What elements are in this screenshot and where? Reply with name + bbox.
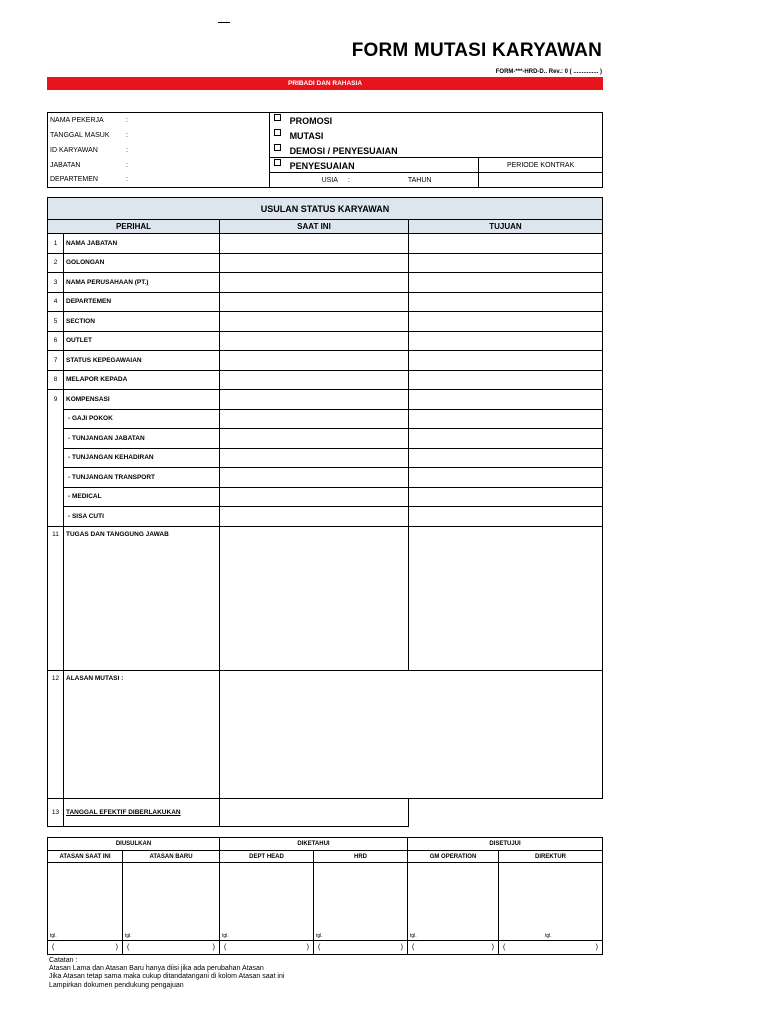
paren-close: ) — [115, 944, 118, 951]
signature-box[interactable] — [123, 863, 220, 941]
paren-close: ) — [400, 944, 403, 951]
saat-ini-cell[interactable] — [220, 370, 409, 390]
option-label: PROMOSI — [289, 116, 333, 127]
group-diketahui: DIKETAHUI — [220, 838, 408, 851]
employee-info-table — [47, 112, 603, 188]
info-row — [48, 173, 603, 188]
saat-ini-cell[interactable] — [220, 409, 409, 429]
name-field[interactable] — [314, 941, 408, 955]
signature-box-row — [48, 863, 603, 941]
row-number: 2 — [48, 253, 64, 273]
saat-ini-cell[interactable] — [220, 448, 409, 468]
option-label: DEMOSI / PENYESUAIAN — [289, 145, 398, 156]
field-label: DEPARTEMEN — [50, 176, 98, 184]
saat-ini-cell[interactable] — [220, 312, 409, 332]
row-number: 1 — [48, 234, 64, 254]
saat-ini-cell[interactable] — [220, 507, 409, 527]
row-label: - TUNJANGAN KEHADIRAN — [64, 448, 220, 468]
departemen-field[interactable] — [48, 173, 270, 188]
table-row — [48, 526, 603, 670]
blank-cell — [479, 128, 603, 143]
tujuan-cell[interactable] — [409, 234, 603, 254]
field-label: NAMA PEKERJA — [50, 116, 104, 124]
table-row — [48, 670, 603, 798]
tujuan-cell[interactable] — [409, 292, 603, 312]
checkbox-icon[interactable] — [274, 114, 281, 121]
note-line: Lampirkan dokumen pendukung pengajuan — [49, 981, 184, 989]
table-row — [48, 390, 603, 410]
decorative-dash — [218, 22, 230, 23]
row-label: - GAJI POKOK — [64, 409, 220, 429]
field-sep: : — [126, 131, 128, 139]
info-row — [48, 113, 603, 128]
saat-ini-cell[interactable] — [220, 253, 409, 273]
row-label: KOMPENSASI — [64, 390, 220, 410]
row-label: - TUNJANGAN TRANSPORT — [64, 468, 220, 488]
row-label: ALASAN MUTASI : — [64, 670, 220, 798]
proposal-title: USULAN STATUS KARYAWAN — [48, 198, 603, 220]
row-label: - MEDICAL — [64, 487, 220, 507]
row-number: 8 — [48, 370, 64, 390]
proposal-title-row — [48, 198, 603, 220]
date-label: tgl. — [125, 933, 132, 939]
paren-close: ) — [491, 944, 494, 951]
tanggal-efektif-cell[interactable] — [220, 798, 409, 826]
tujuan-cell[interactable] — [409, 526, 603, 670]
table-row — [48, 331, 603, 351]
group-disetujui: DISETUJUI — [408, 838, 603, 851]
role-dept-head: DEPT HEAD — [220, 851, 314, 863]
row-label: NAMA JABATAN — [64, 234, 220, 254]
notes — [49, 957, 284, 990]
field-sep: : — [126, 146, 128, 154]
role-gm-operation: GM OPERATION — [408, 851, 499, 863]
row-label: - SISA CUTI — [64, 507, 220, 527]
periode-kontrak-value[interactable] — [479, 173, 603, 188]
col-tujuan: TUJUAN — [409, 220, 603, 234]
paren-open: ( — [52, 944, 55, 951]
confidential-banner: PRIBADI DAN RAHASIA — [47, 77, 603, 90]
table-row — [48, 312, 603, 332]
tujuan-cell[interactable] — [409, 468, 603, 488]
role-atasan-baru: ATASAN BARU — [123, 851, 220, 863]
row-number: 12 — [48, 670, 64, 798]
saat-ini-cell[interactable] — [220, 468, 409, 488]
row-number — [48, 448, 64, 468]
saat-ini-cell[interactable] — [220, 273, 409, 293]
paren-open: ( — [318, 944, 321, 951]
date-label: tgl. — [222, 933, 229, 939]
row-number: 7 — [48, 351, 64, 371]
tujuan-cell[interactable] — [409, 507, 603, 527]
blank-cell — [409, 798, 603, 826]
table-row — [48, 292, 603, 312]
tujuan-cell[interactable] — [409, 312, 603, 332]
tujuan-cell[interactable] — [409, 351, 603, 371]
field-label: ID KARYAWAN — [50, 146, 98, 154]
blank-cell — [479, 113, 603, 128]
signature-box[interactable] — [314, 863, 408, 941]
row-number — [48, 409, 64, 429]
role-atasan-saat-ini: ATASAN SAAT INI — [48, 851, 123, 863]
signature-box[interactable] — [408, 863, 499, 941]
paren-open: ( — [503, 944, 506, 951]
checkbox-icon[interactable] — [274, 159, 281, 166]
field-sep: : — [126, 176, 128, 184]
proposal-header-row — [48, 220, 603, 234]
row-label: STATUS KEPEGAWAIAN — [64, 351, 220, 371]
row-number — [48, 487, 64, 507]
id-karyawan-field[interactable] — [48, 143, 270, 158]
row-number: 5 — [48, 312, 64, 332]
signature-role-row — [48, 851, 603, 863]
signature-box[interactable] — [48, 863, 123, 941]
usia-field[interactable] — [269, 173, 479, 188]
table-row — [48, 409, 603, 429]
row-label: TANGGAL EFEKTIF DIBERLAKUKAN — [64, 798, 220, 826]
table-row — [48, 429, 603, 449]
signature-name-row — [48, 941, 603, 955]
signature-table — [47, 837, 603, 955]
row-label: - TUNJANGAN JABATAN — [64, 429, 220, 449]
row-number: 3 — [48, 273, 64, 293]
name-field[interactable] — [220, 941, 314, 955]
row-number — [48, 468, 64, 488]
date-label: tgl. — [545, 933, 552, 939]
form-code: FORM-***-HRD-D.. Rev.: 0 ( ............... ) — [495, 69, 602, 75]
tujuan-cell[interactable] — [409, 253, 603, 273]
row-number: 9 — [48, 390, 64, 410]
row-label: TUGAS DAN TANGGUNG JAWAB — [64, 526, 220, 670]
date-label: tgl. — [410, 933, 417, 939]
table-row — [48, 448, 603, 468]
paren-close: ) — [595, 944, 598, 951]
info-row — [48, 128, 603, 143]
tahun-label: TAHUN — [407, 176, 432, 184]
col-perihal: PERIHAL — [48, 220, 220, 234]
row-number: 13 — [48, 798, 64, 826]
saat-ini-cell[interactable] — [220, 351, 409, 371]
tujuan-cell[interactable] — [409, 409, 603, 429]
note-line: Atasan Lama dan Atasan Baru hanya diisi jika ada perubahan Atasan — [49, 965, 264, 973]
form-title: FORM MUTASI KARYAWAN — [351, 40, 602, 61]
date-label: tgl. — [50, 933, 57, 939]
saat-ini-cell[interactable] — [220, 487, 409, 507]
row-number — [48, 507, 64, 527]
saat-ini-cell[interactable] — [220, 234, 409, 254]
tanggal-masuk-field[interactable] — [48, 128, 270, 143]
table-row — [48, 253, 603, 273]
field-sep: : — [126, 116, 128, 124]
row-label: NAMA PERUSAHAAN (PT.) — [64, 273, 220, 293]
row-label: GOLONGAN — [64, 253, 220, 273]
info-row — [48, 158, 603, 173]
tujuan-cell[interactable] — [409, 370, 603, 390]
role-direktur: DIREKTUR — [499, 851, 603, 863]
tujuan-cell[interactable] — [409, 331, 603, 351]
signature-group-row — [48, 838, 603, 851]
notes-title: Catatan : — [49, 957, 78, 964]
table-row — [48, 507, 603, 527]
saat-ini-cell[interactable] — [220, 429, 409, 449]
name-field[interactable] — [123, 941, 220, 955]
paren-close: ) — [212, 944, 215, 951]
usia-sep: : — [347, 176, 350, 184]
tujuan-cell[interactable] — [409, 390, 603, 410]
tujuan-cell[interactable] — [409, 429, 603, 449]
row-number: 4 — [48, 292, 64, 312]
checkbox-icon[interactable] — [274, 129, 281, 136]
table-row — [48, 273, 603, 293]
saat-ini-cell[interactable] — [220, 292, 409, 312]
tujuan-cell[interactable] — [409, 448, 603, 468]
row-label: SECTION — [64, 312, 220, 332]
saat-ini-cell[interactable] — [220, 526, 409, 670]
alasan-mutasi-cell[interactable] — [220, 670, 603, 798]
option-label: MUTASI — [289, 131, 324, 141]
note-line: Jika Atasan tetap sama maka cukup ditandatangani di kolom Atasan saat ini — [49, 973, 285, 981]
tujuan-cell[interactable] — [409, 487, 603, 507]
paren-open: ( — [224, 944, 227, 951]
name-field[interactable] — [499, 941, 603, 955]
signature-box[interactable] — [499, 863, 603, 941]
table-row — [48, 370, 603, 390]
option-penyesuaian[interactable] — [269, 158, 479, 173]
tujuan-cell[interactable] — [409, 273, 603, 293]
saat-ini-cell[interactable] — [220, 331, 409, 351]
paren-open: ( — [127, 944, 130, 951]
group-diusulkan: DIUSULKAN — [48, 838, 220, 851]
option-demosi[interactable] — [269, 143, 479, 158]
name-field[interactable] — [408, 941, 499, 955]
usia-label: USIA — [321, 176, 338, 184]
field-label: TANGGAL MASUK — [50, 131, 110, 139]
row-label: OUTLET — [64, 331, 220, 351]
option-promosi[interactable] — [269, 113, 479, 128]
jabatan-field[interactable] — [48, 158, 270, 173]
paren-close: ) — [306, 944, 309, 951]
table-row — [48, 351, 603, 371]
info-row — [48, 143, 603, 158]
field-sep: : — [126, 161, 128, 169]
row-number: 11 — [48, 526, 64, 670]
table-row — [48, 798, 603, 826]
periode-kontrak-label: PERIODE KONTRAK — [479, 158, 603, 173]
proposal-table — [47, 197, 603, 827]
field-label: JABATAN — [50, 161, 81, 169]
row-number — [48, 429, 64, 449]
option-label: PENYESUAIAN — [289, 161, 355, 171]
table-row — [48, 468, 603, 488]
nama-pekerja-field[interactable] — [48, 113, 270, 128]
col-saat-ini: SAAT INI — [220, 220, 409, 234]
table-row — [48, 234, 603, 254]
date-label: tgl. — [316, 933, 323, 939]
option-mutasi[interactable] — [269, 128, 479, 143]
blank-cell — [479, 143, 603, 158]
paren-open: ( — [412, 944, 415, 951]
signature-box[interactable] — [220, 863, 314, 941]
role-hrd: HRD — [314, 851, 408, 863]
row-number: 6 — [48, 331, 64, 351]
name-field[interactable] — [48, 941, 123, 955]
table-row — [48, 487, 603, 507]
row-label: DEPARTEMEN — [64, 292, 220, 312]
checkbox-icon[interactable] — [274, 144, 281, 151]
saat-ini-cell[interactable] — [220, 390, 409, 410]
row-label: MELAPOR KEPADA — [64, 370, 220, 390]
